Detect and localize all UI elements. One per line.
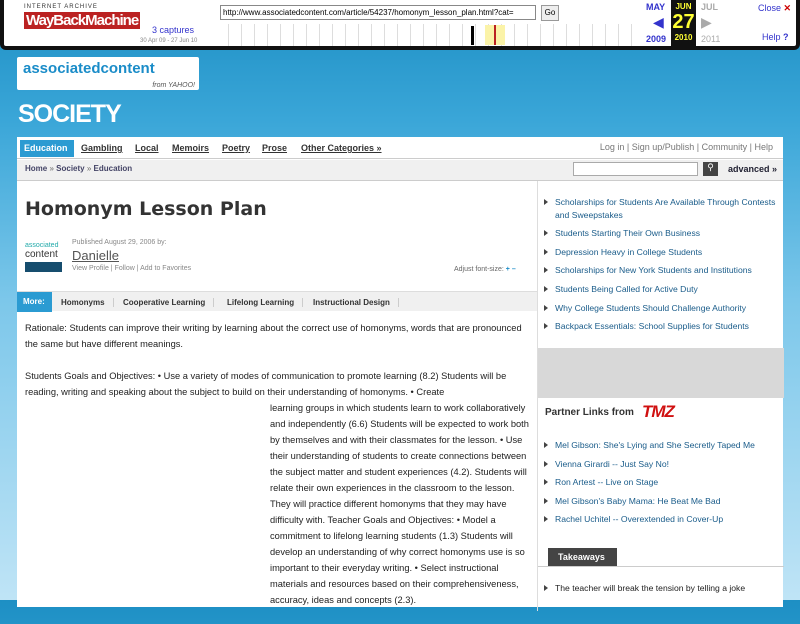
partner-links — [538, 439, 778, 532]
divider — [538, 566, 784, 567]
advanced-search-link[interactable]: advanced » — [728, 164, 778, 174]
help-icon: ? — [783, 32, 789, 42]
list-item: Scholarships for New York Students and Institutions — [538, 264, 778, 277]
captures-link[interactable]: 3 captures — [152, 25, 195, 35]
section-title: SOCIETY — [18, 100, 121, 128]
add-favorites-link[interactable]: Add to Favorites — [140, 265, 192, 272]
current-capture-marker[interactable] — [485, 25, 505, 45]
list-item: Mel Gibson: She's Lying and She Secretly Taped Me — [538, 439, 778, 452]
ad-placeholder — [538, 348, 784, 398]
list-item: Scholarships for Students Are Available Through Contests and Sweepstakes — [538, 196, 778, 221]
next-arrow-icon: ▶ — [701, 14, 712, 30]
url-input[interactable]: http://www.associatedcontent.com/article/54237/homonym_lesson_plan.html?cat= — [220, 5, 536, 20]
crumb-education[interactable]: Education — [93, 164, 133, 173]
nav-prose[interactable]: Prose — [262, 143, 288, 153]
crumb-society[interactable]: Society — [56, 164, 85, 173]
wayback-toolbar — [0, 0, 800, 50]
wayback-logo[interactable]: WayBackMachine — [26, 12, 139, 29]
nav-other-categories[interactable]: Other Categories » — [301, 143, 382, 153]
list-item: Depression Heavy in College Students — [538, 246, 778, 259]
capture-timeline[interactable] — [216, 24, 636, 46]
nav-gambling[interactable]: Gambling — [81, 143, 123, 153]
list-item: Students Being Called for Active Duty — [538, 283, 778, 296]
view-profile-link[interactable]: View Profile — [72, 265, 109, 272]
breadcrumb: Home » Society » Education — [17, 160, 783, 181]
profile-links: View Profile | Follow | Add to Favorites — [72, 265, 192, 272]
account-links: Log in | Sign up/Publish | Community | Help — [599, 142, 773, 152]
more-tags-bar — [17, 291, 537, 311]
nav-education[interactable]: Education — [20, 140, 74, 157]
list-item: Ron Artest -- Live on Stage — [538, 476, 778, 489]
current-date: JUN 27 2010 — [671, 0, 696, 46]
prev-year[interactable]: 2009 — [646, 34, 667, 44]
list-item: Backpack Essentials: School Supplies for Students — [538, 320, 778, 333]
next-month: JUL — [701, 2, 719, 12]
right-sidebar — [537, 181, 783, 611]
increase-font-button[interactable]: + — [505, 266, 510, 273]
category-nav — [17, 137, 783, 159]
follow-link[interactable]: Follow — [114, 265, 135, 272]
nav-poetry[interactable]: Poetry — [222, 143, 251, 153]
list-item: Rachel Uchitel -- Overextended in Cover-Up — [538, 513, 778, 526]
search-input[interactable] — [573, 162, 698, 176]
search-icon[interactable]: ⚲ — [703, 162, 718, 176]
nav-local[interactable]: Local — [135, 143, 159, 153]
list-item: The teacher will break the tension by telling a joke — [538, 582, 778, 595]
help-link[interactable]: Help ? — [762, 32, 789, 42]
tag-homonyms[interactable]: Homonyms — [61, 298, 114, 307]
close-button[interactable]: Close ✕ — [758, 3, 792, 13]
signup-link[interactable]: Sign up/Publish — [631, 142, 695, 152]
related-articles — [538, 196, 778, 339]
list-item: Why College Students Should Challenge Authority — [538, 302, 778, 315]
article-body — [25, 320, 530, 624]
takeaways-list — [538, 582, 778, 601]
page-container — [17, 137, 783, 607]
decrease-font-button[interactable]: – — [511, 266, 516, 273]
archive-label: INTERNET ARCHIVE — [24, 4, 98, 10]
list-item: Mel Gibson's Baby Mama: He Beat Me Bad — [538, 495, 778, 508]
login-link[interactable]: Log in — [599, 142, 625, 152]
site-logo[interactable]: associatedcontent from YAHOO! — [17, 57, 199, 90]
author-link[interactable]: Danielle — [72, 248, 119, 263]
article-title: Homonym Lesson Plan — [25, 198, 267, 220]
partner-links-title: Partner Links from — [545, 407, 634, 418]
author-logo: associated content — [25, 242, 62, 272]
go-button[interactable]: Go — [541, 5, 559, 21]
capture-range: 30 Apr 09 - 27 Jun 10 — [140, 38, 198, 44]
paragraph: Rationale: Students can improve their writing by learning about the correct use of homonyms, words that are pronounced the same but have different meanings. — [25, 323, 522, 349]
tag-instructional-design[interactable]: Instructional Design — [313, 298, 399, 307]
list-item: Students Starting Their Own Business — [538, 227, 778, 240]
tag-lifelong-learning[interactable]: Lifelong Learning — [227, 298, 303, 307]
capture-marker[interactable] — [471, 26, 474, 45]
help-link[interactable]: Help — [754, 142, 773, 152]
more-label: More: — [17, 292, 52, 312]
crumb-home[interactable]: Home — [25, 164, 48, 173]
nav-memoirs[interactable]: Memoirs — [172, 143, 210, 153]
close-icon: ✕ — [783, 3, 792, 13]
prev-arrow-icon[interactable]: ◀ — [653, 14, 664, 30]
tag-cooperative-learning[interactable]: Cooperative Learning — [123, 298, 214, 307]
community-link[interactable]: Community — [701, 142, 748, 152]
next-year: 2011 — [701, 34, 721, 44]
prev-month[interactable]: MAY — [646, 2, 666, 12]
font-size-control: Adjust font-size: + – — [454, 266, 516, 273]
list-item: Vienna Girardi -- Just Say No! — [538, 458, 778, 471]
takeaways-tab[interactable]: Takeaways — [548, 548, 617, 566]
published-date: Published August 29, 2006 by: — [72, 239, 167, 246]
paragraph: Students Goals and Objectives: • Use a variety of modes of communication to promote learning (8.2) Students will be reading, writing and speaking about the subject to build on their understanding of homonyms. • Create — [25, 371, 507, 397]
tmz-logo[interactable]: TMZ — [642, 402, 674, 421]
paragraph: learning groups in which students learn to work collaboratively and independently (6.6) Students will be expected to work both by themselves and with their classmates for the lesson. • Use their understanding of students to create connections between the subject matter and student experiences (4.2). Students will relate their own experiences in the classroom to the lesson. They will practice different homonyms that they may have difficulty with. Teacher Goals and Objectives: • Model a commitment to lifelong learning students (1.3) Students will develop an understanding of why correct homonyms use is so important to their everyday writing. • Select instructional materials and resources based on their comprehensiveness, accuracy, ideas and concepts (2.3). — [270, 403, 529, 605]
